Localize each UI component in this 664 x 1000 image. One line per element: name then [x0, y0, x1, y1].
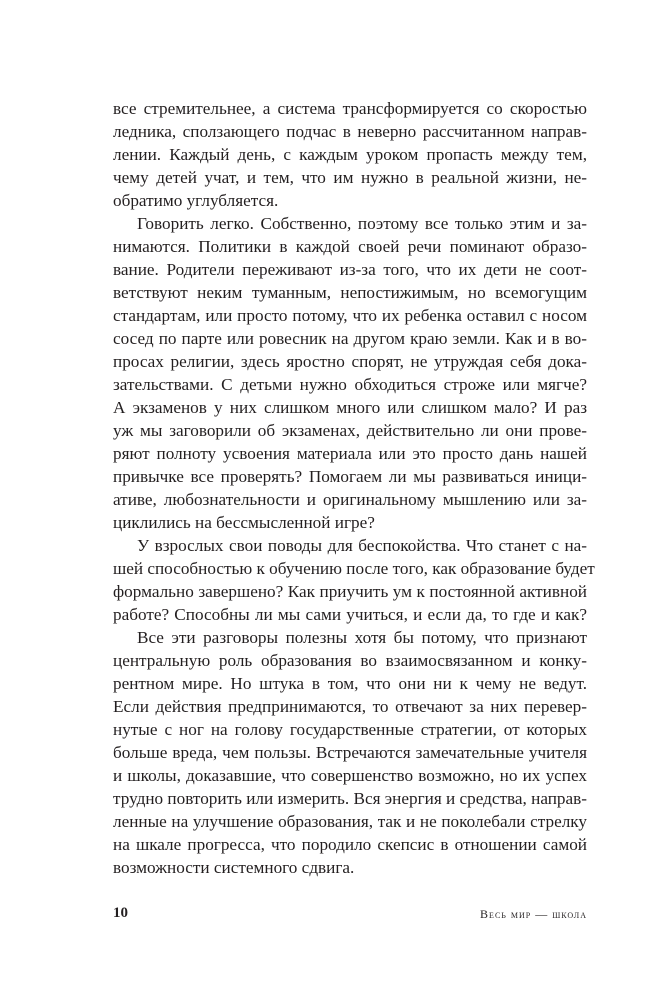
- paragraph: [113, 534, 595, 626]
- text-line: ветствуют неким туманным, непостижимым, но всемогущим: [113, 283, 587, 302]
- page-number: 10: [113, 905, 128, 921]
- text-line: А экзаменов у них слишком много или слишком мало? И раз: [113, 398, 587, 417]
- text-line: обратимо углубляется.: [113, 191, 279, 210]
- paragraph: [113, 212, 587, 534]
- body-text: [113, 97, 595, 879]
- text-line: нутые с ног на голову государственные стратегии, от которых: [113, 720, 587, 739]
- text-line: больше вреда, чем пользы. Встречаются замечательные учителя: [113, 743, 587, 762]
- text-line: ледника, сползающего подчас в неверно рассчитанном направ-: [113, 122, 587, 141]
- paragraph: [113, 97, 587, 212]
- text-line: зательствами. С детьми нужно обходиться строже или мягче?: [113, 375, 587, 394]
- text-line: нимаются. Политики в каждой своей речи поминают образо-: [113, 237, 587, 256]
- text-line: центральную роль образования во взаимосвязанном и конку-: [113, 651, 587, 670]
- text-line: циклились на бессмысленной игре?: [113, 513, 375, 532]
- text-line: рентном мире. Но штука в том, что они ни к чему не ведут.: [113, 674, 587, 693]
- text-line: ленные на улучшение образования, так и не поколебали стрелку: [113, 812, 587, 831]
- text-line: Если действия предпринимаются, то отвечают за них перевер-: [113, 697, 587, 716]
- text-line: просах религии, здесь яростно спорят, не утруждая себя дока-: [113, 352, 587, 371]
- text-line: шей способностью к обучению после того, как образование будет: [113, 559, 595, 578]
- text-line: стандартам, или просто потому, что их ребенка оставил с носом: [113, 306, 587, 325]
- text-line: сосед по парте или ровесник на другом краю земли. Как и в во-: [113, 329, 587, 348]
- text-line: формально завершено? Как приучить ум к постоянной активной: [113, 582, 587, 601]
- text-line: Все эти разговоры полезны хотя бы потому, что признают: [137, 628, 587, 647]
- text-line: лении. Каждый день, с каждым уроком пропасть между тем,: [113, 145, 587, 164]
- text-line: возможности системного сдвига.: [113, 858, 355, 877]
- text-line: работе? Способны ли мы сами учиться, и если да, то где и как?: [113, 605, 587, 624]
- text-line: вание. Родители переживают из-за того, что их дети не соот-: [113, 260, 587, 279]
- text-line: ативе, любознательности и оригинальному мышлению или за-: [113, 490, 587, 509]
- text-line: ряют полноту усвоения материала или это просто дань нашей: [113, 444, 587, 463]
- text-line: все стремительнее, а система трансформируется со скоростью: [113, 99, 587, 118]
- paragraph: [113, 626, 587, 879]
- text-line: на шкале прогресса, что породило скепсис в отношении самой: [113, 835, 587, 854]
- text-line: Говорить легко. Собственно, поэтому все только этим и за-: [137, 214, 587, 233]
- text-line: уж мы заговорили об экзаменах, действительно ли они прове-: [113, 421, 587, 440]
- text-line: У взрослых свои поводы для беспокойства. Что станет с на-: [137, 536, 587, 555]
- text-line: чему детей учат, и тем, что им нужно в реальной жизни, не-: [113, 168, 587, 187]
- text-line: привычке все проверять? Помогаем ли мы развиваться иници-: [113, 467, 587, 486]
- text-line: и школы, доказавшие, что совершенство возможно, но их успех: [113, 766, 587, 785]
- text-line: трудно повторить или измерить. Вся энергия и средства, направ-: [113, 789, 587, 808]
- running-title: Весь мир — школа: [480, 907, 587, 921]
